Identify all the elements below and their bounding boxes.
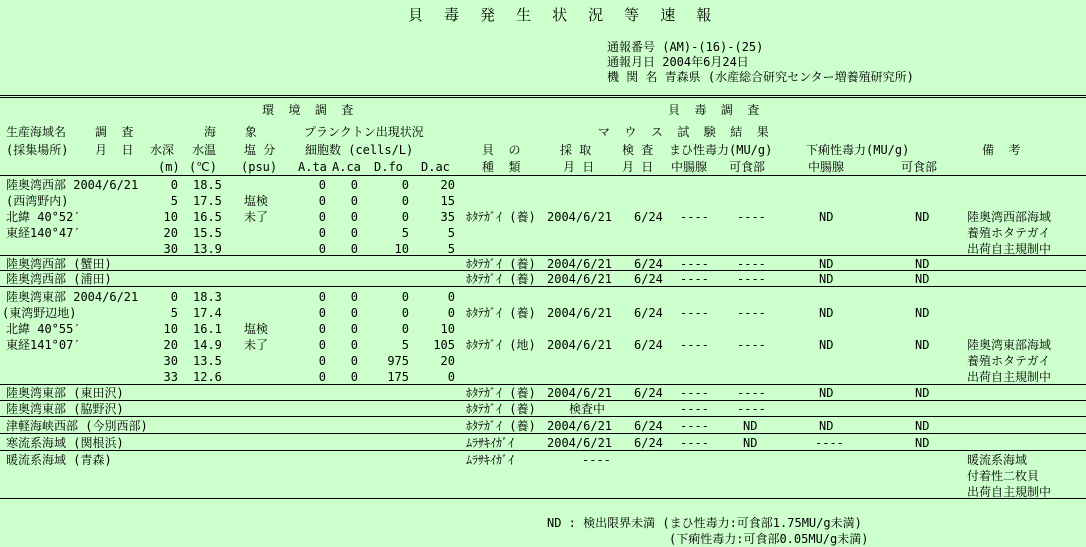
survey-header: 調 査 [95, 125, 134, 139]
site-label: 陸奥湾東部 (脇野沢) [6, 402, 124, 416]
psp-edible: ---- [737, 306, 766, 320]
water-temp-value: 17.5 [193, 194, 222, 208]
shellfish-species: ﾎﾀﾃｶﾞｲ (養) [466, 386, 536, 400]
shellfish-species: ﾎﾀﾃｶﾞｲ (養) [466, 272, 536, 286]
species-col-header: D.fo [374, 160, 403, 174]
psp-edible: ND [743, 419, 758, 433]
remarks-header: 備 考 [982, 143, 1021, 157]
inspection-date: 6/24 [634, 436, 663, 450]
psp-midgut: ---- [680, 436, 709, 450]
site-label: (東湾野辺地) [2, 306, 77, 320]
dsp-edible: ND [915, 257, 930, 271]
inspection-date: 6/24 [634, 257, 663, 271]
cell-count-ata: 0 [318, 178, 326, 192]
cell-count-ata: 0 [318, 194, 326, 208]
cell-count-ata: 0 [318, 322, 326, 336]
depth-unit: (m) [158, 160, 180, 174]
sampling-date: 検査中 [569, 402, 606, 416]
temp-unit: (℃) [189, 160, 217, 174]
site-label: 陸奥湾西部 (蟹田) [6, 257, 112, 271]
cell-count-dfo: 5 [401, 226, 409, 240]
psp-midgut-header: 中腸腺 [671, 160, 708, 174]
depth-value: 0 [170, 178, 178, 192]
cell-count-ata: 0 [318, 210, 326, 224]
remarks-text: 出荷自主規制中 [967, 485, 1052, 499]
water-temp-value: 17.4 [193, 306, 222, 320]
remarks-text: 出荷自主規制中 [967, 370, 1052, 384]
shellfish-header: 貝 の [482, 143, 521, 157]
depth-value: 30 [163, 354, 178, 368]
cell-count-ata: 0 [318, 242, 326, 256]
report-date: 通報月日 2004年6月24日 [607, 55, 749, 69]
site-label: (西湾野内) [6, 194, 69, 208]
cell-count-ata: 0 [318, 370, 326, 384]
shellfish-species: ﾑﾗｻｷｲｶﾞｲ [466, 436, 515, 450]
psp-midgut: ---- [680, 338, 709, 352]
sampling-date: 2004/6/21 [547, 210, 613, 224]
cell-count-aca: 0 [350, 194, 358, 208]
psp-midgut: ---- [680, 272, 709, 286]
psp-edible: ---- [737, 338, 766, 352]
dsp-edible-header: 可食部 [901, 160, 938, 174]
psp-edible: ---- [737, 210, 766, 224]
cell-count-aca: 0 [350, 178, 358, 192]
site-label: 暖流系海域 (青森) [6, 453, 112, 467]
remarks-text: 暖流系海域 [967, 453, 1028, 467]
remarks-text: 付着性二枚貝 [967, 469, 1040, 483]
cell-count-dac: 15 [440, 194, 455, 208]
sampling-date: 2004/6/21 [547, 306, 613, 320]
remarks-text: 養殖ホタテガイ [967, 354, 1051, 368]
cell-count-ata: 0 [318, 290, 326, 304]
rule [0, 95, 1086, 96]
sampling-date: ---- [582, 453, 611, 467]
psp-midgut: ---- [680, 210, 709, 224]
depth-value: 0 [170, 290, 178, 304]
shellfish-species: ﾎﾀﾃｶﾞｲ (養) [466, 419, 536, 433]
env-survey-header: 環 境 調 査 [262, 103, 354, 117]
dsp-edible: ND [915, 210, 930, 224]
cell-count-dfo: 0 [401, 322, 409, 336]
inspection-date: 6/24 [634, 419, 663, 433]
remarks-text: 陸奥湾西部海域 [967, 210, 1052, 224]
report-number: 通報番号 (AM)-(16)-(25) [607, 40, 764, 54]
rule [0, 384, 1086, 385]
psp-midgut: ---- [680, 386, 709, 400]
cell-count-aca: 0 [350, 354, 358, 368]
site-label: 東経141°07′ [6, 338, 81, 352]
cell-count-dac: 0 [447, 370, 455, 384]
area-name-header: 生産海域名 [6, 125, 67, 139]
cell-count-ata: 0 [318, 338, 326, 352]
remarks-text: 陸奥湾東部海域 [967, 338, 1052, 352]
water-temp-header: 水温 [192, 143, 217, 157]
collection-site-header: (採集場所) [6, 143, 69, 157]
depth-value: 20 [163, 338, 178, 352]
water-temp-value: 16.5 [193, 210, 222, 224]
cell-count-ata: 0 [318, 226, 326, 240]
sampling-date: 2004/6/21 [547, 386, 613, 400]
site-label: 陸奥湾東部 2004/6/21 [6, 290, 139, 304]
depth-header: 水深 [150, 143, 175, 157]
inspection-date: 6/24 [634, 338, 663, 352]
psp-header: まひ性毒力(MU/g) [669, 143, 773, 157]
agency: 機 関 名 青森県 (水産総合研究センター増養殖研究所) [607, 70, 914, 84]
cell-count-dfo: 0 [401, 306, 409, 320]
depth-value: 5 [170, 194, 178, 208]
water-temp-value: 15.5 [193, 226, 222, 240]
water-temp-value: 14.9 [193, 338, 222, 352]
depth-value: 5 [170, 306, 178, 320]
dsp-midgut: ND [819, 257, 834, 271]
rule [0, 97, 1086, 98]
cell-count-header: 細胞数 (cells/L) [305, 143, 414, 157]
water-temp-value: 13.9 [193, 242, 222, 256]
depth-value: 33 [163, 370, 178, 384]
cell-count-dac: 10 [440, 322, 455, 336]
shellfish-species: ﾎﾀﾃｶﾞｲ (地) [466, 338, 536, 352]
water-temp-value: 18.5 [193, 178, 222, 192]
site-label: 陸奥湾西部 (浦田) [6, 272, 112, 286]
psp-edible: ---- [737, 272, 766, 286]
depth-value: 10 [163, 210, 178, 224]
cell-count-ata: 0 [318, 354, 326, 368]
shellfish-species: ﾎﾀﾃｶﾞｲ (養) [466, 402, 536, 416]
salinity-value: 塩検 [244, 322, 269, 336]
site-label: 寒流系海域 (関根浜) [6, 436, 124, 450]
rule [0, 498, 1086, 499]
cell-count-dac: 35 [440, 210, 455, 224]
sampling-md-header: 月 日 [563, 160, 595, 174]
remarks-text: 出荷自主規制中 [967, 242, 1052, 256]
site-label: 津軽海峡西部 (今別西部) [6, 419, 148, 433]
cell-count-dfo: 0 [401, 290, 409, 304]
cell-count-aca: 0 [350, 242, 358, 256]
cell-count-aca: 0 [350, 290, 358, 304]
salinity-value: 未了 [244, 338, 269, 352]
cell-count-dac: 0 [447, 290, 455, 304]
dsp-edible: ND [915, 419, 930, 433]
sampling-date: 2004/6/21 [547, 272, 613, 286]
inspection-md-header: 月 日 [622, 160, 654, 174]
dsp-midgut: ND [819, 386, 834, 400]
cell-count-dfo: 10 [394, 242, 409, 256]
page-title: 貝 毒 発 生 状 況 等 速 報 [408, 6, 718, 24]
remarks-text: 養殖ホタテガイ [967, 226, 1051, 240]
cell-count-dac: 20 [440, 354, 455, 368]
cell-count-aca: 0 [350, 338, 358, 352]
cell-count-dac: 0 [447, 306, 455, 320]
sea-condition-header: 海 象 [204, 125, 257, 139]
cell-count-dfo: 175 [387, 370, 409, 384]
salinity-value: 未了 [244, 210, 269, 224]
inspection-date: 6/24 [634, 386, 663, 400]
shellfish-species: ﾎﾀﾃｶﾞｲ (養) [466, 306, 536, 320]
inspection-date: 6/24 [634, 306, 663, 320]
cell-count-dfo: 0 [401, 194, 409, 208]
sampling-date: 2004/6/21 [547, 257, 613, 271]
rule [0, 175, 1086, 176]
psp-midgut: ---- [680, 419, 709, 433]
inspection-date: 6/24 [634, 272, 663, 286]
cell-count-aca: 0 [350, 210, 358, 224]
psp-edible-header: 可食部 [729, 160, 766, 174]
cell-count-ata: 0 [318, 306, 326, 320]
rule [0, 433, 1086, 434]
species-col-header: A.ca [332, 160, 361, 174]
salinity-header: 塩 分 [244, 143, 276, 157]
footnote: (下痢性毒力:可食部0.05MU/g未満) [669, 532, 869, 546]
dsp-edible: ND [915, 272, 930, 286]
water-temp-value: 13.5 [193, 354, 222, 368]
water-temp-value: 18.3 [193, 290, 222, 304]
cell-count-aca: 0 [350, 226, 358, 240]
dsp-midgut: ND [819, 272, 834, 286]
species-col-header: D.ac [421, 160, 450, 174]
salinity-unit: (psu) [241, 160, 278, 174]
cell-count-dac: 20 [440, 178, 455, 192]
footnote: ND : 検出限界未満 (まひ性毒力:可食部1.75MU/g未満) [547, 516, 862, 530]
cell-count-dac: 5 [447, 226, 455, 240]
dsp-midgut: ND [819, 306, 834, 320]
psp-edible: ---- [737, 257, 766, 271]
depth-value: 30 [163, 242, 178, 256]
shellfish-species: ﾑﾗｻｷｲｶﾞｲ [466, 453, 515, 467]
cell-count-dac: 105 [433, 338, 455, 352]
sampling-date: 2004/6/21 [547, 338, 613, 352]
cell-count-dfo: 0 [401, 210, 409, 224]
psp-edible: ---- [737, 402, 766, 416]
depth-value: 20 [163, 226, 178, 240]
shellfish-survey-header: 貝 毒 調 査 [668, 103, 760, 117]
psp-edible: ---- [737, 386, 766, 400]
site-label: 陸奥湾西部 2004/6/21 [6, 178, 139, 192]
dsp-midgut: ND [819, 210, 834, 224]
rule [0, 450, 1086, 451]
plankton-header: プランクトン出現状況 [304, 125, 424, 139]
sampling-header: 採 取 [560, 143, 592, 157]
cell-count-aca: 0 [350, 322, 358, 336]
salinity-value: 塩検 [244, 194, 269, 208]
psp-midgut: ---- [680, 306, 709, 320]
shellfish-species: ﾎﾀﾃｶﾞｲ (養) [466, 210, 536, 224]
rule [0, 416, 1086, 417]
cell-count-dfo: 0 [401, 178, 409, 192]
dsp-edible: ND [915, 338, 930, 352]
site-label: 北緯 40°55′ [6, 322, 81, 336]
psp-midgut: ---- [680, 257, 709, 271]
shellfish-species: ﾎﾀﾃｶﾞｲ (養) [466, 257, 536, 271]
dsp-midgut: ND [819, 338, 834, 352]
depth-value: 10 [163, 322, 178, 336]
cell-count-aca: 0 [350, 370, 358, 384]
species-col-header: A.ta [298, 160, 327, 174]
dsp-midgut-header: 中腸腺 [808, 160, 845, 174]
site-label: 陸奥湾東部 (東田沢) [6, 386, 124, 400]
month-day-header: 月 日 [95, 143, 134, 157]
dsp-midgut: ---- [815, 436, 844, 450]
site-label: 北緯 40°52′ [6, 210, 81, 224]
dsp-edible: ND [915, 386, 930, 400]
cell-count-dac: 5 [447, 242, 455, 256]
dsp-edible: ND [915, 306, 930, 320]
cell-count-aca: 0 [350, 306, 358, 320]
sampling-date: 2004/6/21 [547, 419, 613, 433]
sampling-date: 2004/6/21 [547, 436, 613, 450]
inspection-date: 6/24 [634, 210, 663, 224]
psp-edible: ND [743, 436, 758, 450]
site-label: 東経140°47′ [6, 226, 81, 240]
dsp-edible: ND [915, 436, 930, 450]
cell-count-dfo: 975 [387, 354, 409, 368]
water-temp-value: 16.1 [193, 322, 222, 336]
mouse-test-header: マ ウ ス 試 験 結 果 [598, 125, 769, 139]
psp-midgut: ---- [680, 402, 709, 416]
dsp-header: 下痢性毒力(MU/g) [806, 143, 910, 157]
shellfish-kind-header: 種 類 [482, 160, 521, 174]
dsp-midgut: ND [819, 419, 834, 433]
rule [0, 400, 1086, 401]
water-temp-value: 12.6 [193, 370, 222, 384]
cell-count-dfo: 5 [401, 338, 409, 352]
inspection-header: 検 査 [622, 143, 654, 157]
rule [0, 286, 1086, 287]
